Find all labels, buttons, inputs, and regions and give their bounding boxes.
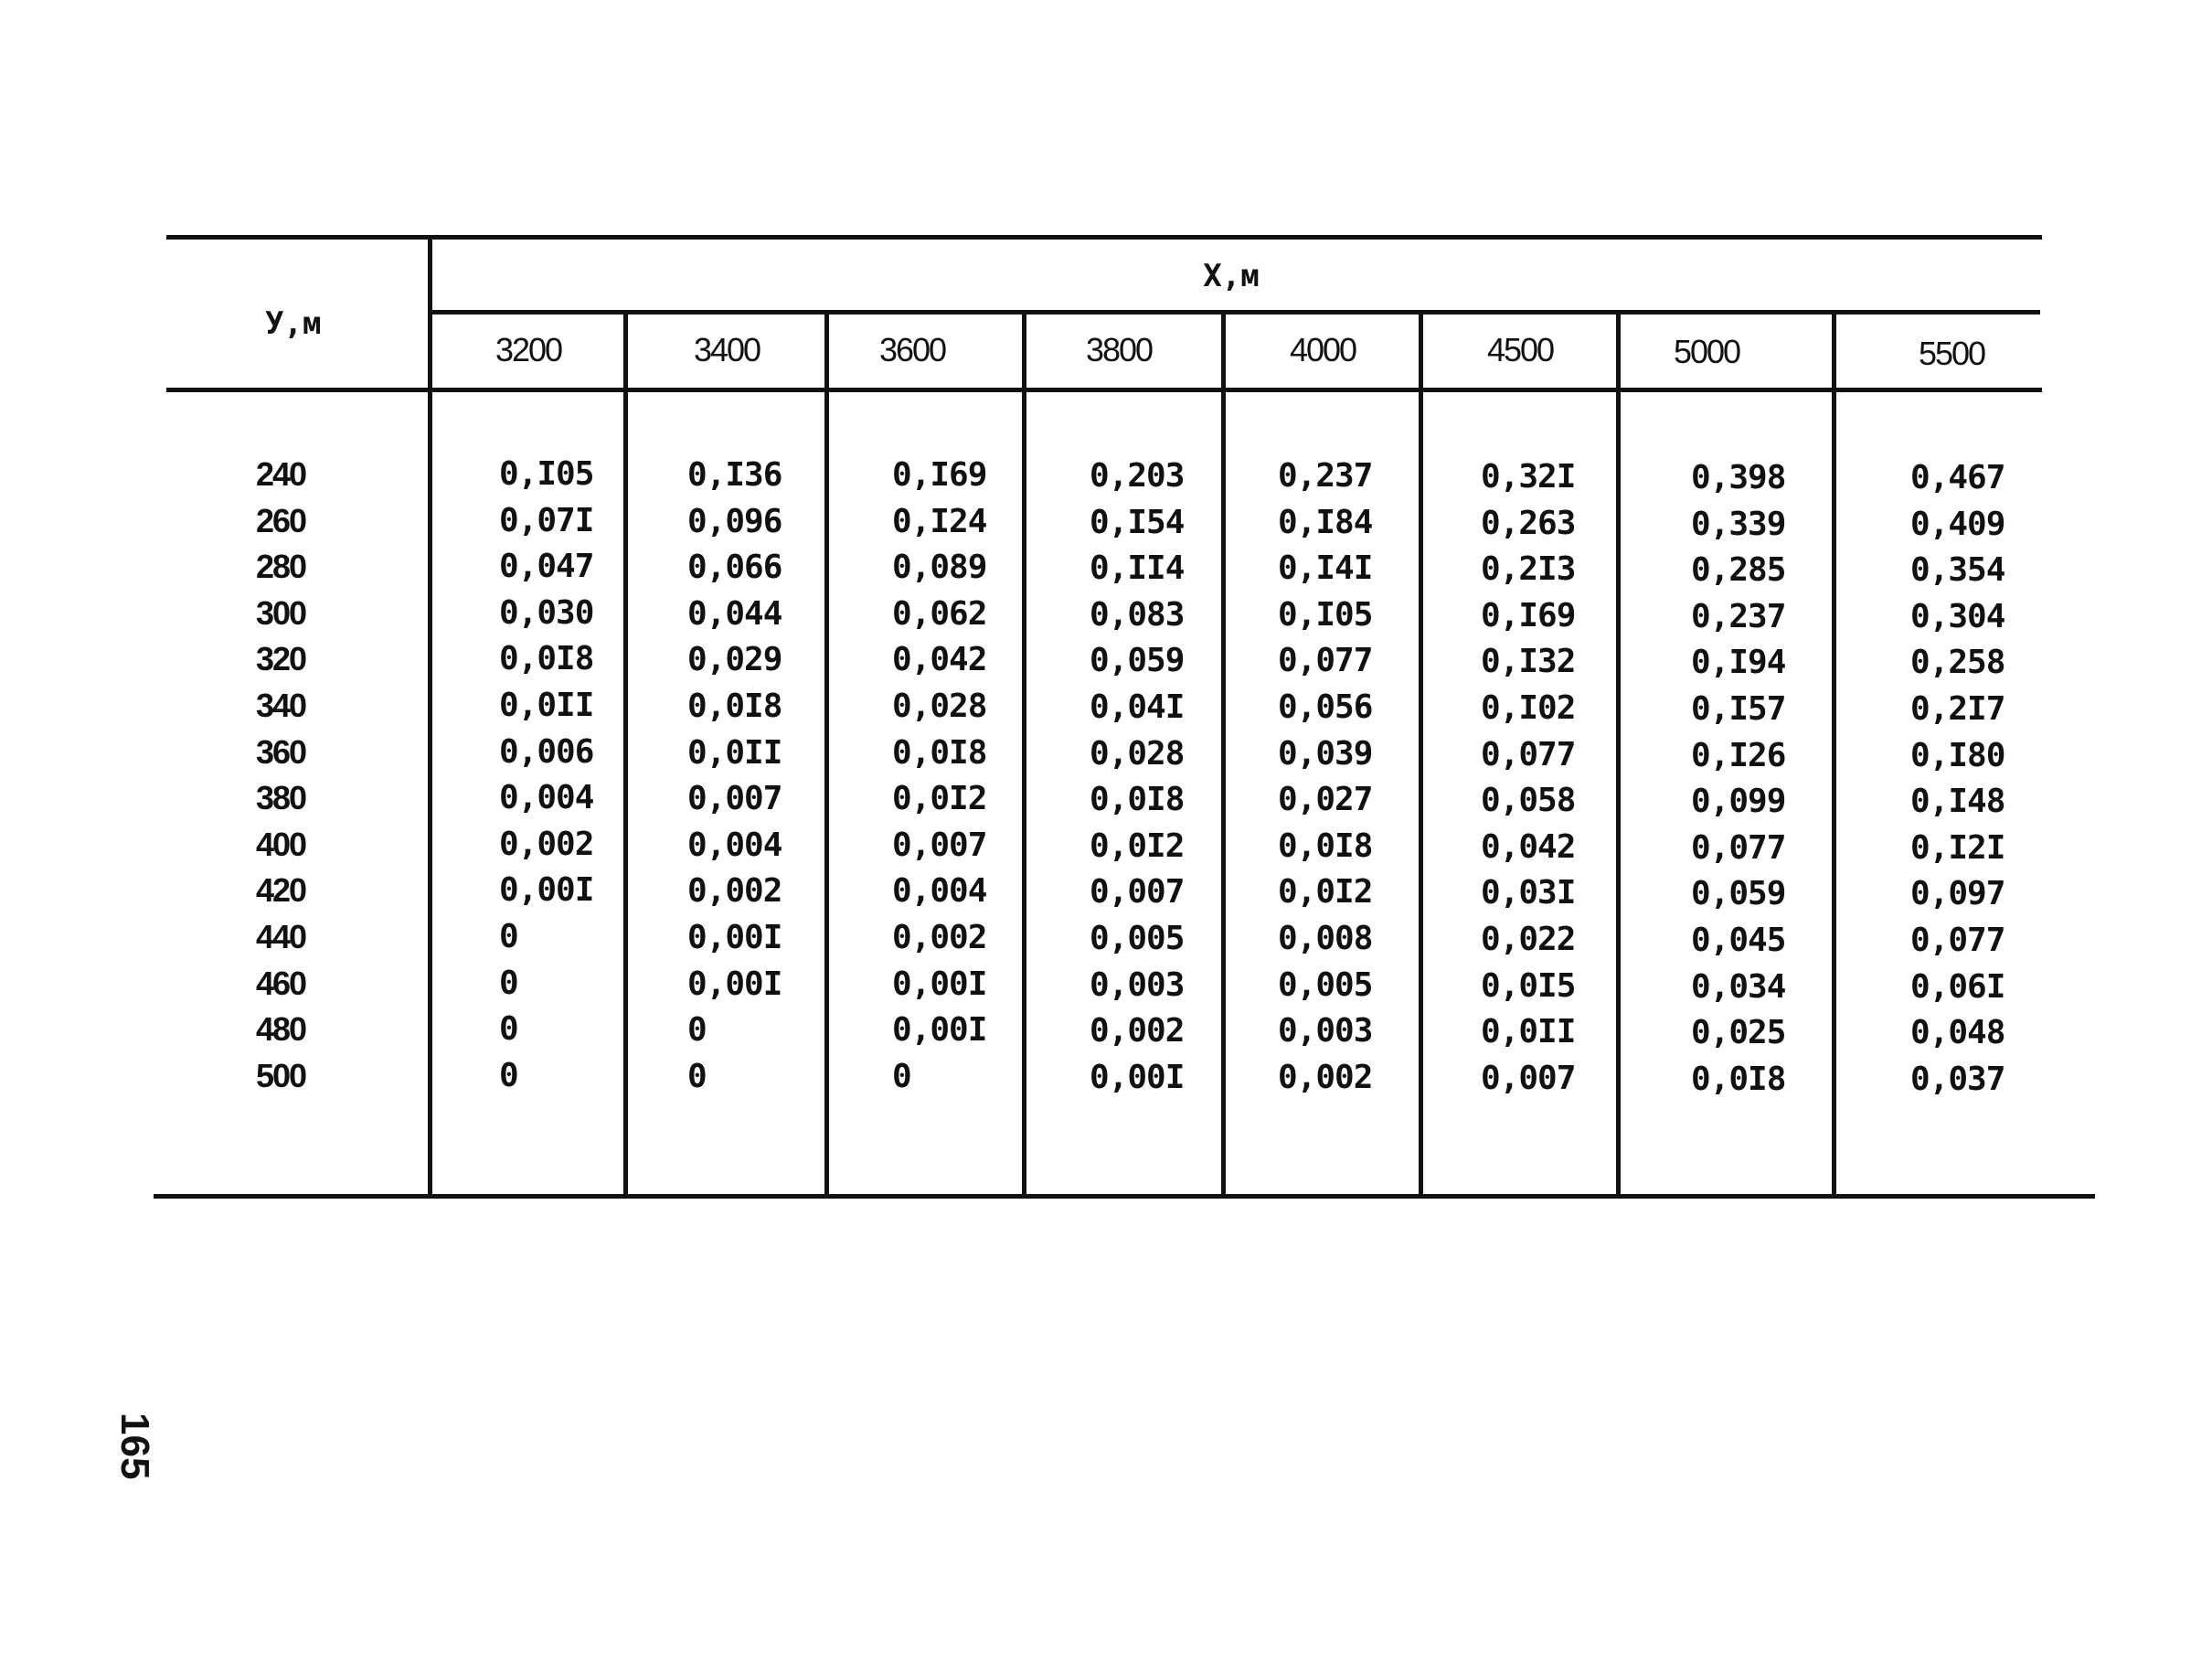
table-cell: 0,00I <box>687 919 782 956</box>
table-cell: 0,0I8 <box>687 688 782 725</box>
table-cell: 0,I05 <box>1278 596 1373 634</box>
table-cell: 0,I4I <box>1278 549 1373 587</box>
table-cell: 0,062 <box>892 595 987 633</box>
column-header: 4500 <box>1486 331 1554 368</box>
table-cell: 0 <box>499 918 518 955</box>
col-divider-7 <box>1832 311 1836 1198</box>
table-cell: 0,00I <box>892 965 987 1003</box>
table-cell: 0 <box>687 1058 707 1095</box>
table-cell: 0,285 <box>1691 551 1786 589</box>
table-cell: 0,029 <box>687 641 782 678</box>
row-label-y: 400 <box>256 826 306 863</box>
table-cell: 0,059 <box>1090 642 1185 679</box>
column-header: 3200 <box>495 331 562 368</box>
col-divider-5 <box>1419 311 1423 1198</box>
table-cell: 0,005 <box>1278 966 1373 1004</box>
table-cell: 0,006 <box>499 733 594 771</box>
table-cell: 0,042 <box>892 641 987 678</box>
table-cell: 0,047 <box>499 548 594 585</box>
row-label-y: 440 <box>256 918 306 955</box>
table-cell: 0,056 <box>1278 688 1373 726</box>
col-divider-0 <box>428 238 432 1198</box>
table-cell: 0,409 <box>1910 506 2005 543</box>
table-cell: 0,06I <box>1910 968 2005 1006</box>
table-cell: 0,0I2 <box>1090 827 1185 865</box>
table-cell: 0,083 <box>1090 596 1185 634</box>
table-cell: 0,354 <box>1910 551 2005 589</box>
table-cell: 0,00I <box>892 1011 987 1049</box>
page-number: 165 <box>112 1413 157 1480</box>
table-cell: 0 <box>499 1057 518 1094</box>
table-cell: 0,059 <box>1691 875 1786 912</box>
table-cell: 0,005 <box>1090 920 1185 957</box>
table-cell: 0,077 <box>1481 736 1576 773</box>
table-cell: 0,002 <box>687 872 782 910</box>
table-cell: 0,007 <box>1090 873 1185 911</box>
table-cell: 0,003 <box>1090 966 1185 1004</box>
table-cell: 0,I94 <box>1691 644 1786 681</box>
row-label-y: 320 <box>256 640 306 677</box>
table-cell: 0,467 <box>1910 459 2005 496</box>
table-cell: 0,002 <box>892 919 987 956</box>
table-cell: 0,04I <box>1090 688 1185 726</box>
table-cell: 0,00I <box>687 965 782 1003</box>
table-cell: 0 <box>892 1058 911 1095</box>
table-cell: 0,I05 <box>499 455 594 493</box>
table-cell: 0,042 <box>1481 828 1576 866</box>
table-cell: 0,2I7 <box>1910 690 2005 728</box>
row-label-y: 480 <box>256 1010 306 1048</box>
table-cell: 0,034 <box>1691 968 1786 1006</box>
table-cell: 0,025 <box>1691 1014 1786 1051</box>
table-cell: 0 <box>499 1010 518 1048</box>
table-bottom-rule <box>154 1194 2095 1199</box>
table-cell: 0,004 <box>687 826 782 864</box>
table-cell: 0 <box>499 965 518 1002</box>
table-cell: 0,339 <box>1691 506 1786 543</box>
table-cell: 0,0I8 <box>892 734 987 772</box>
table-cell: 0,0I8 <box>1090 781 1185 818</box>
row-label-y: 300 <box>256 594 306 632</box>
table-cell: 0,0II <box>687 734 782 772</box>
table-cell: 0,I48 <box>1910 783 2005 820</box>
table-cell: 0,0I5 <box>1481 967 1576 1005</box>
table-cell: 0,203 <box>1090 457 1185 495</box>
column-header: 3800 <box>1085 331 1153 368</box>
table-cell: 0,077 <box>1691 829 1786 867</box>
col-divider-3 <box>1022 311 1026 1198</box>
table-cell: 0,096 <box>687 503 782 540</box>
table-cell: 0,03I <box>1481 874 1576 912</box>
col-divider-2 <box>824 311 829 1198</box>
table-cell: 0,237 <box>1691 598 1786 635</box>
table-cell: 0,008 <box>1278 920 1373 957</box>
table-cell: 0,007 <box>687 780 782 817</box>
table-cell: 0,I32 <box>1481 643 1576 680</box>
col-divider-6 <box>1616 311 1621 1198</box>
column-header: 4000 <box>1289 331 1356 368</box>
row-label-y: 460 <box>256 965 306 1002</box>
row-label-y: 500 <box>256 1057 306 1094</box>
table-cell: 0,258 <box>1910 644 2005 681</box>
table-cell: 0,037 <box>1910 1061 2005 1098</box>
table-cell: 0,007 <box>1481 1060 1576 1097</box>
table-cell: 0,0II <box>499 687 594 724</box>
table-cell: 0,00I <box>1090 1059 1185 1096</box>
x-caption-rule <box>431 310 2040 315</box>
x-axis-caption: X,м <box>1203 258 1260 294</box>
row-label-y: 280 <box>256 548 306 585</box>
table-cell: 0,I36 <box>687 456 782 494</box>
table-cell: 0,I02 <box>1481 689 1576 727</box>
table-cell: 0 <box>687 1011 707 1049</box>
table-cell: 0,004 <box>499 779 594 816</box>
col-divider-4 <box>1221 311 1226 1198</box>
table-cell: 0,044 <box>687 595 782 633</box>
table-cell: 0,007 <box>892 826 987 864</box>
table-top-rule <box>166 235 2042 240</box>
table-cell: 0,0I2 <box>892 780 987 817</box>
table-cell: 0,0II <box>1481 1013 1576 1050</box>
table-cell: 0,004 <box>892 872 987 910</box>
table-cell: 0,398 <box>1691 459 1786 496</box>
column-header: 5500 <box>1918 335 1985 372</box>
table-cell: 0,002 <box>1278 1059 1373 1096</box>
row-label-y: 380 <box>256 779 306 816</box>
table-cell: 0,077 <box>1278 642 1373 679</box>
table-cell: 0,027 <box>1278 781 1373 818</box>
table-cell: 0,028 <box>892 688 987 725</box>
table-cell: 0,066 <box>687 549 782 586</box>
table-cell: 0,I69 <box>892 456 987 494</box>
header-bottom-rule <box>166 388 2042 392</box>
table-cell: 0,089 <box>892 549 987 586</box>
table-cell: 0,0I8 <box>1691 1061 1786 1098</box>
table-cell: 0,II4 <box>1090 549 1185 587</box>
table-cell: 0,097 <box>1910 875 2005 912</box>
table-cell: 0,002 <box>1090 1012 1185 1050</box>
table-cell: 0,039 <box>1278 735 1373 773</box>
table-cell: 0,0I8 <box>499 640 594 677</box>
table-cell: 0,I26 <box>1691 737 1786 774</box>
table-cell: 0,32I <box>1481 458 1576 496</box>
row-label-y: 340 <box>256 687 306 724</box>
row-label-y: 260 <box>256 502 306 539</box>
table-cell: 0,022 <box>1481 921 1576 958</box>
table-cell: 0,I54 <box>1090 504 1185 541</box>
col-divider-1 <box>623 311 628 1198</box>
table-cell: 0,I57 <box>1691 690 1786 728</box>
table-cell: 0,237 <box>1278 457 1373 495</box>
table-cell: 0,0I8 <box>1278 827 1373 865</box>
table-cell: 0,002 <box>499 826 594 863</box>
column-header: 5000 <box>1673 333 1740 370</box>
table-cell: 0,058 <box>1481 782 1576 819</box>
table-cell: 0,I84 <box>1278 504 1373 541</box>
table-cell: 0,099 <box>1691 783 1786 820</box>
table-cell: 0,07I <box>499 502 594 539</box>
column-header: 3600 <box>878 331 946 368</box>
table-cell: 0,I80 <box>1910 737 2005 774</box>
table-cell: 0,I24 <box>892 503 987 540</box>
table-cell: 0,2I3 <box>1481 550 1576 588</box>
table-cell: 0,0I2 <box>1278 873 1373 911</box>
table-cell: 0,I2I <box>1910 829 2005 867</box>
column-header: 3400 <box>693 331 760 368</box>
row-label-y: 420 <box>256 871 306 909</box>
table-cell: 0,048 <box>1910 1014 2005 1051</box>
table-cell: 0,00I <box>499 871 594 909</box>
table-cell: 0,077 <box>1910 922 2005 959</box>
table-cell: 0,263 <box>1481 505 1576 542</box>
table-cell: 0,045 <box>1691 922 1786 959</box>
row-label-y: 240 <box>256 455 306 493</box>
table-cell: 0,030 <box>499 594 594 632</box>
row-label-y: 360 <box>256 733 306 771</box>
table-cell: 0,003 <box>1278 1012 1373 1050</box>
y-axis-caption: У,м <box>265 305 322 342</box>
table-cell: 0,304 <box>1910 598 2005 635</box>
table-cell: 0,028 <box>1090 735 1185 773</box>
table-cell: 0,I69 <box>1481 597 1576 634</box>
